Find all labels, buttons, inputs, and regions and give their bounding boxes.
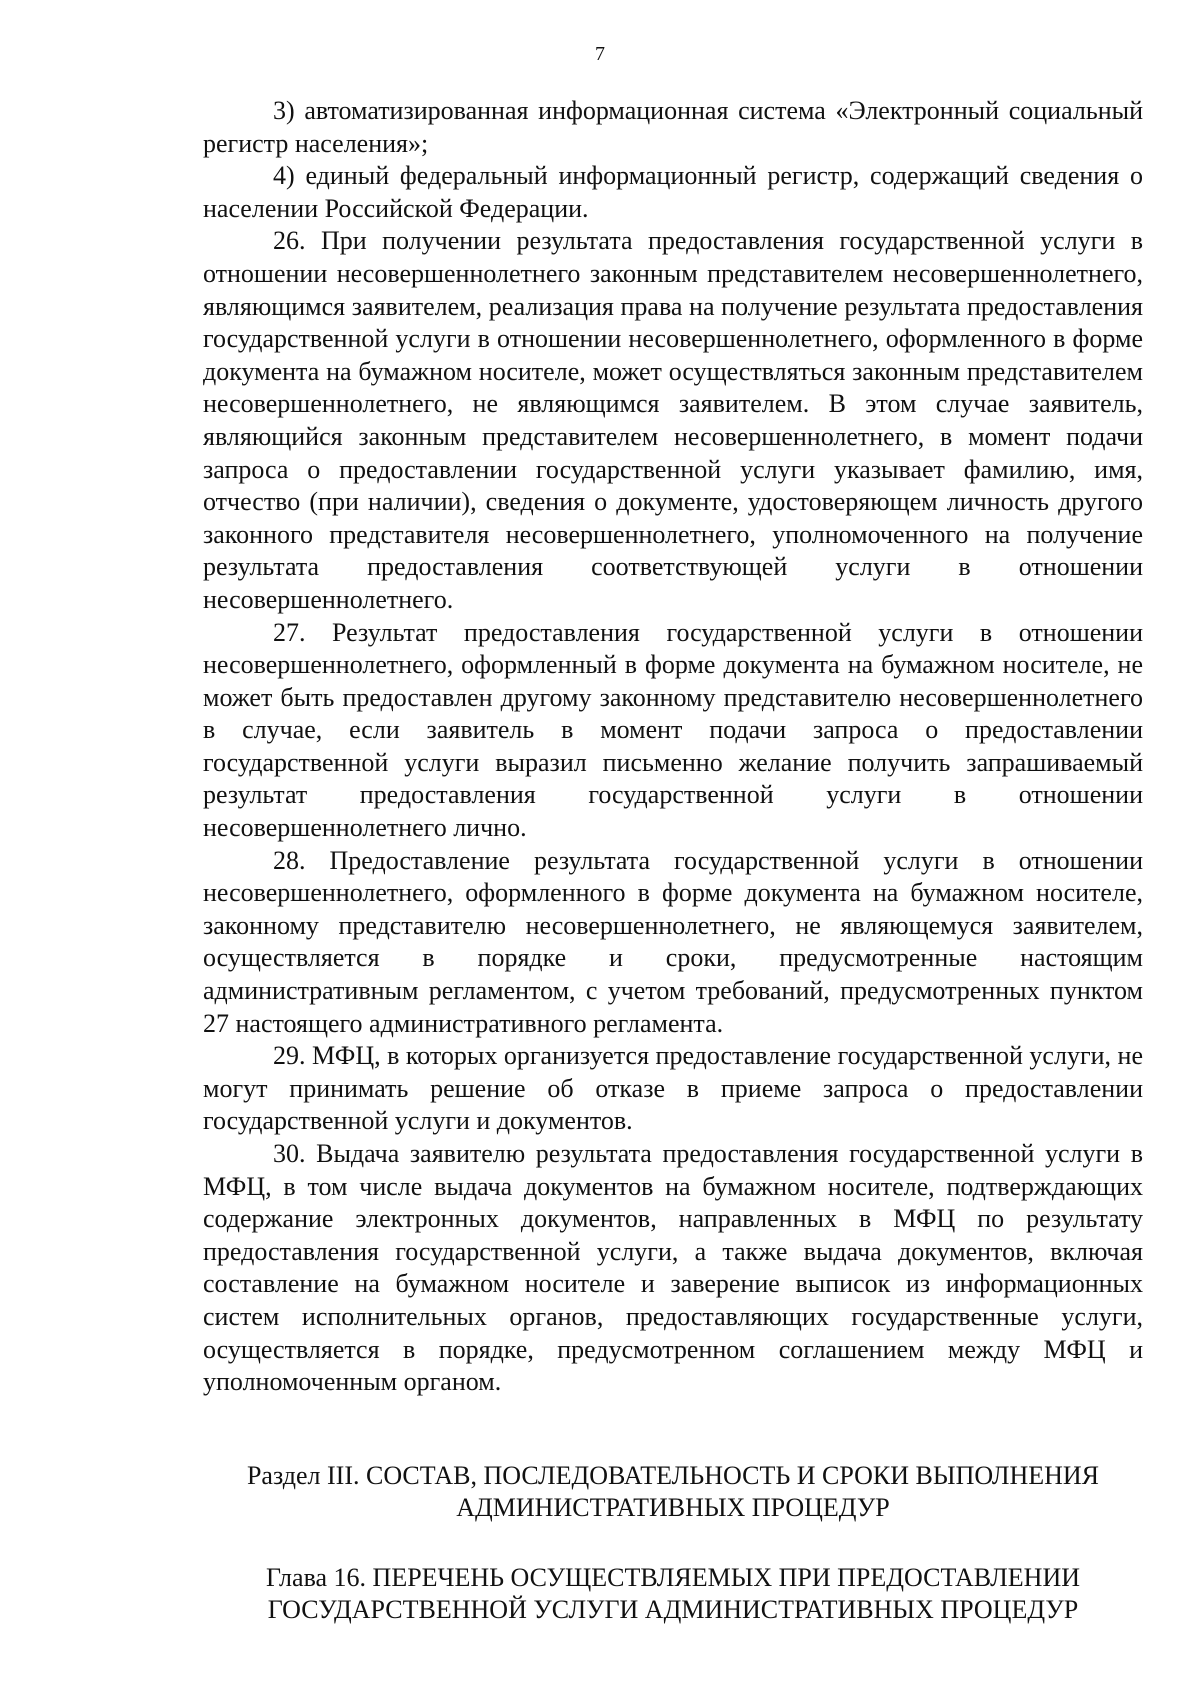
section-heading-line-1: Раздел III. СОСТАВ, ПОСЛЕДОВАТЕЛЬНОСТЬ И СРОКИ ВЫПОЛНЕНИЯ [246,1461,1100,1490]
clause-28: 28. Предоставление результата государственной услуги в отношении несовершеннолетнего, оформленного в форме документа на бумажном носителе, законному представителю несовершеннолетнего, не являющемуся заявителем, осуществляется в порядке и сроки, предусмотренные настоящим административным регламентом, с учетом требований, предусмотренных пунктом 27 настоящего административного регламента. [203,845,1143,1038]
list-item-3: 3) автоматизированная информационная система «Электронный социальный регистр населения»; [203,96,1143,158]
page-number: 7 [595,43,605,65]
clause-27: 27. Результат предоставления государственной услуги в отношении несовершеннолетнего, оформленный в форме документа на бумажном носителе, не может быть предоставлен другому законному представителю несовершеннолетнего в случае, если заявитель в момент подачи запроса о предоставлении государственной услуги выразил письменно желание получить запрашиваемый результат предоставления государственной услуги в отношении несовершеннолетнего лично. [203,617,1143,843]
section-heading-line-2: АДМИНИСТРАТИВНЫХ ПРОЦЕДУР [456,1493,890,1522]
chapter-heading [203,1562,1143,1626]
clause-29: 29. МФЦ, в которых организуется предоставление государственной услуги, не могут принимать решение об отказе в приеме запроса о предоставлении государственной услуги и документов. [203,1041,1143,1136]
clause-30: 30. Выдача заявителю результата предоставления государственной услуги в МФЦ, в том числе выдача документов на бумажном носителе, подтверждающих содержание электронных документов, направленных в МФЦ по результату предоставления государственной услуги, а также выдача документов, включая составление на бумажном носителе и заверение выписок из информационных систем исполнительных органов, предоставляющих государственные услуги, осуществляется в порядке, предусмотренном соглашением между МФЦ и уполномоченным органом. [203,1139,1143,1397]
section-heading [203,1460,1143,1524]
list-item-4: 4) единый федеральный информационный регистр, содержащий сведения о населении Российской Федерации. [203,161,1143,223]
chapter-heading-line-1: Глава 16. ПЕРЕЧЕНЬ ОСУЩЕСТВЛЯЕМЫХ ПРИ ПРЕДОСТАВЛЕНИИ [265,1563,1081,1592]
clause-26: 26. При получении результата предоставления государственной услуги в отношении несовершеннолетнего законным представителем несовершеннолетнего, являющимся заявителем, реализация права на получение результата предоставления государственной услуги в отношении несовершеннолетнего, оформленного в форме документа на бумажном носителе, может осуществляться законным представителем несовершеннолетнего, не являющимся заявителем. В этом случае заявитель, являющийся законным представителем несовершеннолетнего, в момент подачи запроса о предоставлении государственной услуги указывает фамилию, имя, отчество (при наличии), сведения о документе, удостоверяющем личность другого законного представителя несовершеннолетнего, уполномоченного на получение результата предоставления соответствующей услуги в отношении несовершеннолетнего. [203,226,1143,614]
document-body [203,95,1143,1399]
chapter-heading-line-2: ГОСУДАРСТВЕННОЙ УСЛУГИ АДМИНИСТРАТИВНЫХ ПРОЦЕДУР [267,1595,1079,1624]
